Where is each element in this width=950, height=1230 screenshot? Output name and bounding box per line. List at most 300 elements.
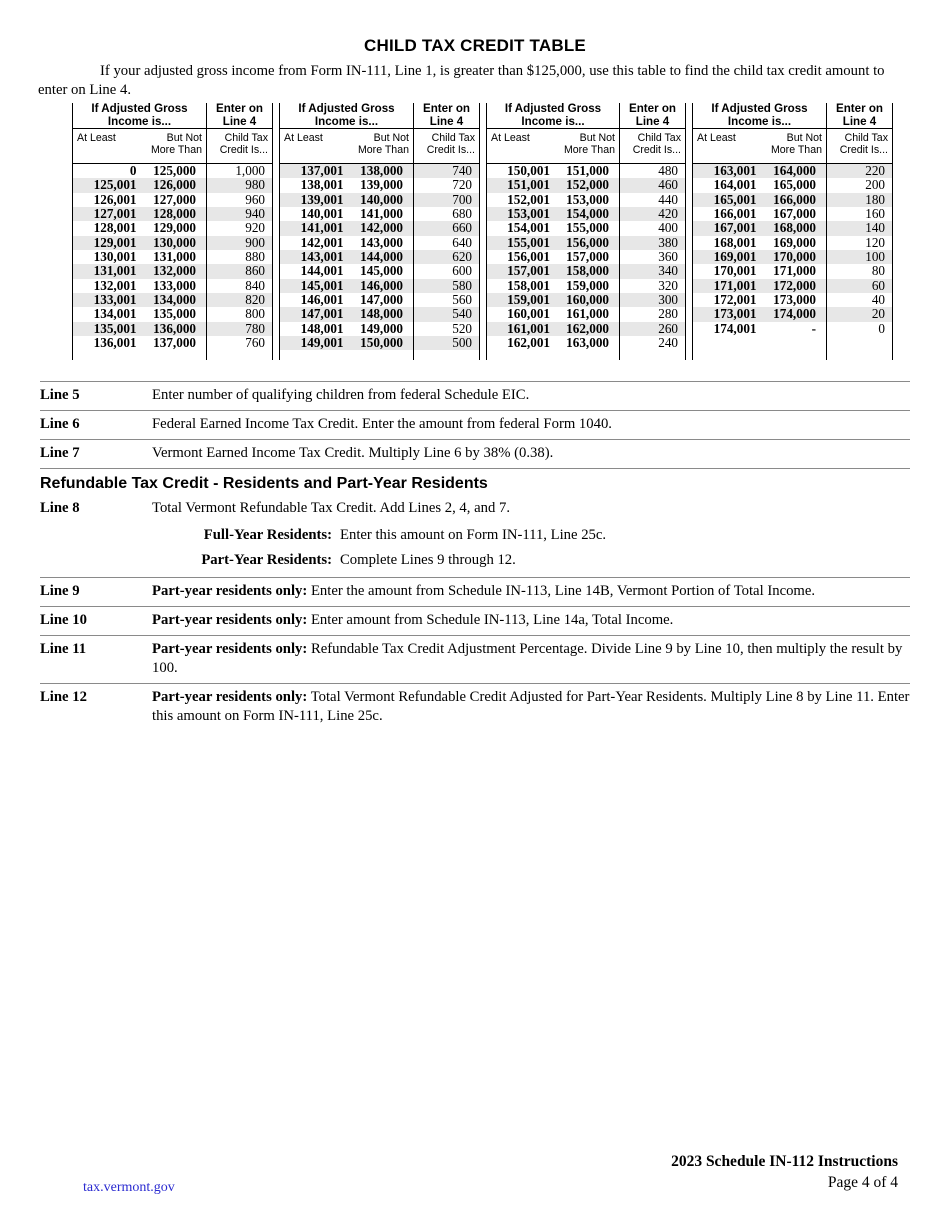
footer-block: [478, 1152, 898, 1194]
table-row: [693, 307, 826, 321]
table-bottom-padding: [280, 350, 413, 360]
cell-but-not-more-than: 133,000: [153, 277, 196, 293]
table-row: [280, 322, 413, 336]
cell-but-not-more-than: 140,000: [360, 191, 403, 207]
cell-but-not-more-than: 170,000: [773, 249, 816, 265]
table-row: [207, 207, 272, 221]
at-least-header: At Least: [284, 132, 323, 144]
cell-at-least: 146,001: [300, 292, 344, 308]
cell-child-tax-credit: 980: [245, 177, 265, 193]
agi-range-column: [279, 103, 413, 360]
at-least-header: At Least: [77, 132, 116, 144]
table-row: [280, 264, 413, 278]
credit-rows: [827, 164, 892, 360]
table-row: [487, 164, 619, 178]
cell-child-tax-credit: 100: [865, 249, 885, 265]
table-row: [620, 193, 685, 207]
table-row: [280, 164, 413, 178]
table-row: [487, 279, 619, 293]
credit-amount-column: [826, 103, 893, 360]
cell-child-tax-credit: 740: [452, 163, 472, 178]
but-not-more-than-header: But Not More Than: [563, 132, 615, 156]
table-row: [73, 236, 206, 250]
table-row: [414, 207, 479, 221]
agi-rows: [280, 164, 413, 360]
agi-range-column: [692, 103, 826, 360]
line12-text: [152, 688, 910, 726]
table-row: [73, 336, 206, 350]
cell-child-tax-credit: 380: [658, 234, 678, 250]
cell-but-not-more-than: 156,000: [566, 234, 609, 250]
intro-paragraph: If your adjusted gross income from Form IN-111, Line 1, is greater than $125,000, use this table to find the child tax credit amount to enter on Line 4.: [38, 63, 885, 98]
cell-at-least: 162,001: [507, 335, 550, 351]
cell-at-least: 125,001: [93, 177, 137, 193]
table-row: [693, 221, 826, 235]
but-not-more-than-header: But Not More Than: [357, 132, 409, 156]
cell-at-least: 159,001: [507, 292, 550, 308]
line5-text: Enter number of qualifying children from federal Schedule EIC.: [152, 387, 530, 403]
table-row: [73, 164, 206, 178]
cell-child-tax-credit: 620: [452, 249, 472, 265]
agi-header: If Adjusted Gross Income is...: [487, 103, 619, 129]
line12-body: Total Vermont Refundable Credit Adjusted for Part-Year Residents. Multiply Line 8 by Line 11. Enter this amount on Form IN-111, Line 25c.: [152, 689, 910, 724]
enter-on-line4-header: Enter on Line 4: [414, 103, 479, 129]
table-row: [207, 322, 272, 336]
cell-at-least: 170,001: [713, 263, 757, 279]
table-row: [693, 250, 826, 264]
cell-but-not-more-than: 136,000: [153, 320, 196, 336]
instruction-row-line12: [40, 683, 910, 731]
cell-but-not-more-than: 128,000: [153, 206, 196, 222]
cell-but-not-more-than: 134,000: [153, 292, 196, 308]
table-row: [620, 236, 685, 250]
line11-label: Line 11: [40, 641, 87, 657]
cell-at-least: 173,001: [713, 306, 757, 322]
cell-at-least: 151,001: [507, 177, 550, 193]
cell-at-least: 156,001: [507, 249, 550, 265]
cell-child-tax-credit: 560: [452, 292, 472, 308]
line6-label: Line 6: [40, 416, 80, 432]
table-row: [693, 336, 826, 350]
cell-at-least: 137,001: [300, 163, 344, 178]
table-row: [207, 236, 272, 250]
cell-child-tax-credit: 420: [658, 206, 678, 222]
cell-but-not-more-than: 142,000: [360, 220, 403, 236]
table-row: [487, 207, 619, 221]
table-row: [693, 193, 826, 207]
table-bottom-padding: [207, 350, 272, 360]
table-row: [693, 279, 826, 293]
table-row: [414, 307, 479, 321]
footer-page-number: Page 4 of 4: [827, 1174, 898, 1191]
cell-but-not-more-than: 158,000: [566, 263, 609, 279]
cell-but-not-more-than: [760, 336, 827, 350]
cell-at-least: 142,001: [300, 234, 344, 250]
cell-but-not-more-than: 157,000: [566, 249, 609, 265]
agi-rows: [73, 164, 206, 360]
cell-at-least: 167,001: [713, 220, 757, 236]
cell-but-not-more-than: 147,000: [360, 292, 403, 308]
cell-at-least: 133,001: [93, 292, 137, 308]
line9-label: Line 9: [40, 583, 80, 599]
agi-subheader: [487, 129, 619, 164]
cell-at-least: 0: [129, 163, 137, 178]
table-row: [414, 322, 479, 336]
cell-child-tax-credit: 1,000: [235, 163, 265, 178]
table-row: [280, 207, 413, 221]
line6-text: Federal Earned Income Tax Credit. Enter the amount from federal Form 1040.: [152, 416, 612, 432]
line7-text: Vermont Earned Income Tax Credit. Multiply Line 6 by 38% (0.38).: [152, 445, 554, 461]
credit-rows: [414, 164, 479, 360]
table-row: [620, 336, 685, 350]
cell-at-least: 126,001: [93, 191, 137, 207]
table-row: [487, 193, 619, 207]
cell-child-tax-credit: 480: [658, 163, 678, 178]
cell-but-not-more-than: 127,000: [153, 191, 196, 207]
table-row: [827, 193, 892, 207]
cell-but-not-more-than: 131,000: [153, 249, 196, 265]
agi-range-column: [72, 103, 206, 360]
credit-rows: [620, 164, 685, 360]
table-row: [487, 250, 619, 264]
table-row: [620, 164, 685, 178]
cell-but-not-more-than: 154,000: [566, 206, 609, 222]
cell-child-tax-credit: 500: [452, 335, 472, 351]
cell-at-least: 131,001: [93, 263, 137, 279]
cell-but-not-more-than: 166,000: [773, 191, 816, 207]
cell-at-least: 168,001: [713, 234, 757, 250]
instruction-row-line6: [40, 410, 910, 439]
cell-at-least: 129,001: [93, 234, 137, 250]
table-row: [280, 307, 413, 321]
cell-child-tax-credit: 120: [865, 234, 885, 250]
cell-child-tax-credit: 520: [452, 320, 472, 336]
table-row: [827, 307, 892, 321]
table-row: [620, 307, 685, 321]
agi-rows: [693, 164, 826, 360]
cell-but-not-more-than: 152,000: [566, 177, 609, 193]
cell-child-tax-credit: 160: [865, 206, 885, 222]
instruction-row-line5: [40, 381, 910, 410]
line8-part-year-residents-row: [40, 548, 910, 577]
credit-amount-column: [206, 103, 273, 360]
cell-but-not-more-than: 141,000: [360, 206, 403, 222]
cell-child-tax-credit: 660: [452, 220, 472, 236]
agi-rows: [487, 164, 619, 360]
line10-label: Line 10: [40, 612, 87, 628]
cell-child-tax-credit: [827, 336, 892, 350]
cell-but-not-more-than: 130,000: [153, 234, 196, 250]
table-row: [487, 236, 619, 250]
table-row: [414, 336, 479, 350]
table-row: [207, 164, 272, 178]
line9-bold-prefix: Part-year residents only:: [152, 583, 308, 599]
cell-but-not-more-than: 151,000: [566, 163, 609, 178]
cell-but-not-more-than: -: [811, 320, 816, 336]
agi-header: If Adjusted Gross Income is...: [73, 103, 206, 129]
cell-at-least: 138,001: [300, 177, 344, 193]
line11-text: [152, 640, 910, 678]
table-row: [487, 307, 619, 321]
instruction-row-line9: [40, 577, 910, 606]
cell-but-not-more-than: 143,000: [360, 234, 403, 250]
table-row: [827, 164, 892, 178]
cell-at-least: 152,001: [507, 191, 550, 207]
cell-at-least: 157,001: [507, 263, 550, 279]
part-year-residents-label: Part-Year Residents:: [201, 552, 332, 568]
cell-child-tax-credit: 220: [865, 163, 885, 178]
table-row: [73, 207, 206, 221]
cell-at-least: 154,001: [507, 220, 550, 236]
table-column-group: [486, 103, 686, 360]
cell-child-tax-credit: 60: [871, 277, 885, 293]
cell-at-least: 174,001: [713, 320, 757, 336]
cell-at-least: 135,001: [93, 320, 137, 336]
table-bottom-padding: [620, 350, 685, 360]
table-row: [827, 250, 892, 264]
enter-on-line4-header: Enter on Line 4: [207, 103, 272, 129]
table-row: [693, 207, 826, 221]
agi-subheader: [280, 129, 413, 164]
table-row: [487, 264, 619, 278]
table-row: [827, 322, 892, 336]
instruction-lines: [40, 381, 910, 731]
cell-but-not-more-than: 174,000: [773, 306, 816, 322]
table-row: [487, 336, 619, 350]
table-row: [620, 207, 685, 221]
cell-but-not-more-than: 132,000: [153, 263, 196, 279]
table-row: [414, 221, 479, 235]
line10-text: [152, 611, 910, 630]
cell-child-tax-credit: 320: [658, 277, 678, 293]
table-row: [693, 322, 826, 336]
table-row: [827, 264, 892, 278]
cell-child-tax-credit: 840: [245, 277, 265, 293]
cell-child-tax-credit: 280: [658, 306, 678, 322]
table-row: [693, 164, 826, 178]
cell-child-tax-credit: 880: [245, 249, 265, 265]
table-row: [73, 307, 206, 321]
full-year-residents-label: Full-Year Residents:: [203, 527, 332, 543]
cell-child-tax-credit: 540: [452, 306, 472, 322]
table-row: [693, 236, 826, 250]
enter-on-line4-header: Enter on Line 4: [827, 103, 892, 129]
table-row: [207, 250, 272, 264]
child-tax-credit-subheader: Child Tax Credit Is...: [414, 129, 479, 164]
cell-child-tax-credit: 820: [245, 292, 265, 308]
cell-but-not-more-than: 168,000: [773, 220, 816, 236]
cell-but-not-more-than: 144,000: [360, 249, 403, 265]
table-row: [73, 221, 206, 235]
cell-child-tax-credit: 260: [658, 320, 678, 336]
cell-at-least: 136,001: [93, 335, 137, 351]
footer-schedule-title: 2023 Schedule IN-112 Instructions: [671, 1153, 898, 1170]
table-row: [620, 279, 685, 293]
table-row: [620, 250, 685, 264]
cell-but-not-more-than: 161,000: [566, 306, 609, 322]
cell-at-least: 127,001: [93, 206, 137, 222]
child-tax-credit-table: [72, 102, 888, 360]
cell-at-least: 149,001: [300, 335, 344, 351]
cell-but-not-more-than: 153,000: [566, 191, 609, 207]
cell-but-not-more-than: 169,000: [773, 234, 816, 250]
cell-at-least: 145,001: [300, 277, 344, 293]
cell-but-not-more-than: 163,000: [566, 335, 609, 351]
cell-child-tax-credit: 20: [871, 306, 885, 322]
cell-but-not-more-than: 139,000: [360, 177, 403, 193]
line5-label: Line 5: [40, 387, 80, 403]
table-row: [414, 250, 479, 264]
line11-body: Refundable Tax Credit Adjustment Percentage. Divide Line 9 by Line 10, then multiply the result by 100.: [152, 641, 903, 676]
page-title: CHILD TAX CREDIT TABLE: [364, 36, 586, 55]
table-row: [827, 221, 892, 235]
line7-label: Line 7: [40, 445, 80, 461]
cell-at-least: 171,001: [713, 277, 757, 293]
cell-but-not-more-than: 148,000: [360, 306, 403, 322]
cell-but-not-more-than: 150,000: [360, 335, 403, 351]
cell-but-not-more-than: 155,000: [566, 220, 609, 236]
cell-at-least: 148,001: [300, 320, 344, 336]
cell-but-not-more-than: 129,000: [153, 220, 196, 236]
table-row: [73, 264, 206, 278]
line11-bold-prefix: Part-year residents only:: [152, 641, 308, 657]
cell-child-tax-credit: 860: [245, 263, 265, 279]
cell-at-least: 143,001: [300, 249, 344, 265]
table-column-group: [692, 103, 893, 360]
table-row: [693, 293, 826, 307]
table-row: [73, 178, 206, 192]
table-bottom-padding: [693, 350, 826, 360]
cell-at-least: 155,001: [507, 234, 550, 250]
cell-at-least: 160,001: [507, 306, 550, 322]
cell-but-not-more-than: 146,000: [360, 277, 403, 293]
table-column-group: [72, 103, 273, 360]
cell-child-tax-credit: 440: [658, 191, 678, 207]
but-not-more-than-header: But Not More Than: [150, 132, 202, 156]
line12-bold-prefix: Part-year residents only:: [152, 689, 308, 705]
table-row: [827, 336, 892, 350]
table-row: [207, 178, 272, 192]
cell-at-least: [693, 336, 760, 350]
table-row: [414, 178, 479, 192]
table-row: [73, 279, 206, 293]
part-year-residents-text: Complete Lines 9 through 12.: [340, 552, 516, 568]
table-row: [73, 322, 206, 336]
instruction-row-line8: [40, 497, 910, 523]
cell-at-least: 158,001: [507, 277, 550, 293]
table-row: [620, 221, 685, 235]
table-row: [620, 178, 685, 192]
line8-label: Line 8: [40, 500, 80, 516]
table-row: [414, 264, 479, 278]
cell-child-tax-credit: 460: [658, 177, 678, 193]
child-tax-credit-subheader: Child Tax Credit Is...: [620, 129, 685, 164]
table-row: [414, 193, 479, 207]
table-row: [414, 279, 479, 293]
table-row: [280, 279, 413, 293]
cell-at-least: 163,001: [713, 163, 757, 178]
line10-bold-prefix: Part-year residents only:: [152, 612, 308, 628]
line8-full-year-residents-row: [40, 523, 910, 548]
cell-child-tax-credit: 920: [245, 220, 265, 236]
table-row: [487, 322, 619, 336]
cell-at-least: 132,001: [93, 277, 137, 293]
cell-child-tax-credit: 800: [245, 306, 265, 322]
table-row: [280, 178, 413, 192]
cell-at-least: 140,001: [300, 206, 344, 222]
instruction-row-line10: [40, 606, 910, 635]
cell-at-least: 147,001: [300, 306, 344, 322]
cell-at-least: 169,001: [713, 249, 757, 265]
footer-website-link[interactable]: tax.vermont.gov: [83, 1180, 175, 1195]
cell-child-tax-credit: 580: [452, 277, 472, 293]
cell-but-not-more-than: 171,000: [773, 263, 816, 279]
table-row: [280, 250, 413, 264]
cell-child-tax-credit: 780: [245, 320, 265, 336]
cell-but-not-more-than: 159,000: [566, 277, 609, 293]
credit-amount-column: [619, 103, 686, 360]
cell-at-least: 139,001: [300, 191, 344, 207]
cell-child-tax-credit: 360: [658, 249, 678, 265]
but-not-more-than-header: But Not More Than: [770, 132, 822, 156]
table-row: [280, 193, 413, 207]
table-row: [280, 236, 413, 250]
agi-header: If Adjusted Gross Income is...: [693, 103, 826, 129]
table-row: [487, 293, 619, 307]
cell-at-least: 130,001: [93, 249, 137, 265]
table-row: [414, 164, 479, 178]
cell-child-tax-credit: 680: [452, 206, 472, 222]
table-row: [73, 250, 206, 264]
cell-child-tax-credit: 720: [452, 177, 472, 193]
child-tax-credit-subheader: Child Tax Credit Is...: [207, 129, 272, 164]
instruction-row-line7: [40, 439, 910, 468]
cell-at-least: 161,001: [507, 320, 550, 336]
table-row: [207, 293, 272, 307]
agi-header: If Adjusted Gross Income is...: [280, 103, 413, 129]
cell-child-tax-credit: 200: [865, 177, 885, 193]
cell-child-tax-credit: 640: [452, 234, 472, 250]
cell-at-least: 172,001: [713, 292, 757, 308]
cell-but-not-more-than: 172,000: [773, 277, 816, 293]
cell-child-tax-credit: 80: [871, 263, 885, 279]
table-row: [693, 264, 826, 278]
table-bottom-padding: [414, 350, 479, 360]
table-row: [827, 293, 892, 307]
cell-child-tax-credit: 40: [871, 292, 885, 308]
line10-body: Enter amount from Schedule IN-113, Line 14a, Total Income.: [307, 612, 674, 628]
cell-child-tax-credit: 700: [452, 191, 472, 207]
cell-at-least: 134,001: [93, 306, 137, 322]
cell-but-not-more-than: 164,000: [773, 163, 816, 178]
at-least-header: At Least: [491, 132, 530, 144]
table-row: [487, 221, 619, 235]
cell-child-tax-credit: 140: [865, 220, 885, 236]
table-row: [280, 293, 413, 307]
table-row: [207, 307, 272, 321]
cell-child-tax-credit: 760: [245, 335, 265, 351]
cell-at-least: 141,001: [300, 220, 344, 236]
agi-subheader: [693, 129, 826, 164]
cell-at-least: 150,001: [507, 163, 550, 178]
table-row: [827, 207, 892, 221]
table-row: [73, 193, 206, 207]
table-row: [207, 279, 272, 293]
cell-child-tax-credit: 300: [658, 292, 678, 308]
cell-child-tax-credit: 240: [658, 335, 678, 351]
table-row: [827, 279, 892, 293]
cell-at-least: 165,001: [713, 191, 757, 207]
